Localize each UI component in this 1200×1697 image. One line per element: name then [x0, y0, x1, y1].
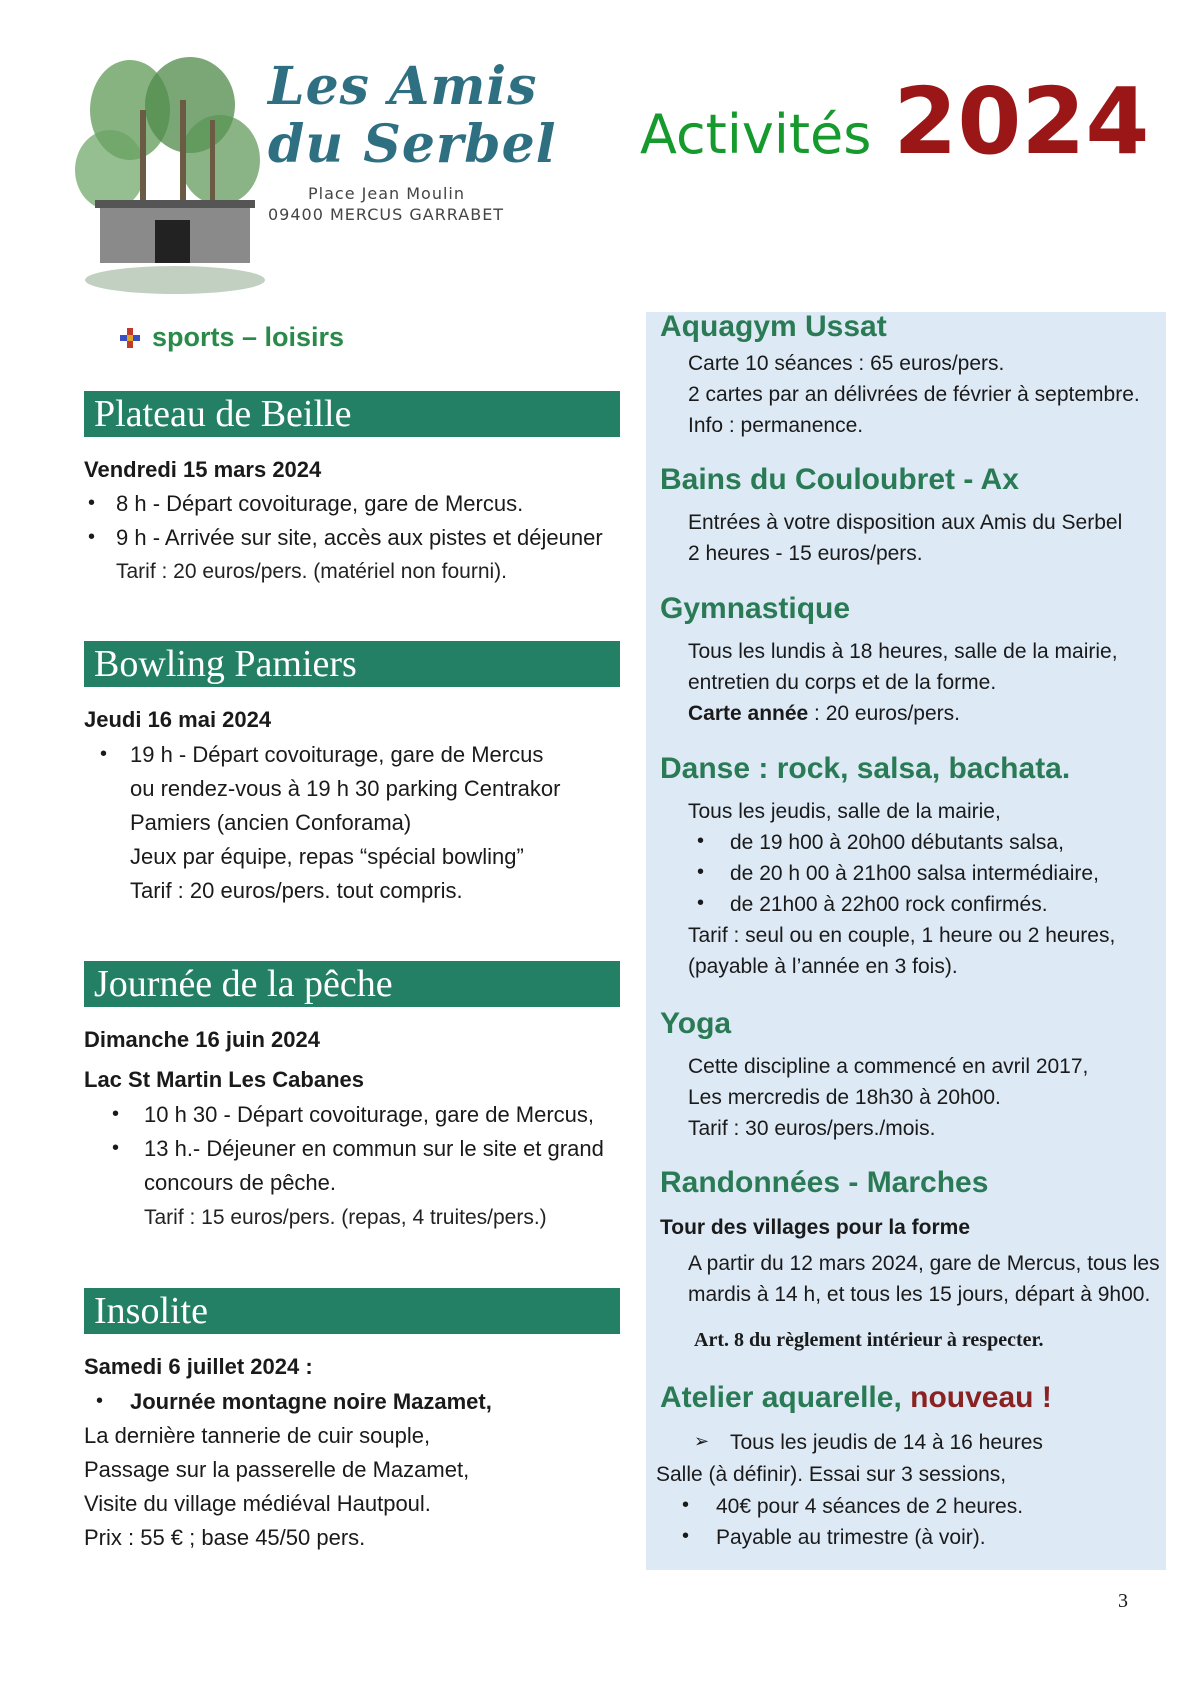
- cross-icon: [118, 326, 142, 350]
- aquarelle-item-2: 40€ pour 4 séances de 2 heures.: [716, 1495, 1024, 1518]
- danse-tarif-2: (payable à l’année en 3 fois).: [688, 955, 958, 978]
- gym-line-1: Tous les lundis à 18 heures, salle de la mairie,: [688, 640, 1118, 663]
- yoga-line-3: Tarif : 30 euros/pers./mois.: [688, 1117, 936, 1140]
- aquarelle-title-text: Atelier aquarelle,: [660, 1381, 902, 1414]
- danse-tarif-1: Tarif : seul ou en couple, 1 heure ou 2 heures,: [688, 924, 1116, 947]
- bullet: •: [112, 1103, 120, 1125]
- section-header-bowling: Bowling Pamiers: [84, 641, 620, 687]
- rando-rule: Art. 8 du règlement intérieur à respecter.: [694, 1329, 1044, 1351]
- page-number: 3: [1118, 1590, 1128, 1612]
- peche-date: Dimanche 16 juin 2024: [84, 1027, 320, 1052]
- bullet: •: [697, 892, 705, 914]
- danse-item-2: de 20 h 00 à 21h00 salsa intermédiaire,: [730, 862, 1099, 885]
- bullet: •: [697, 830, 705, 852]
- bowling-line-4: Jeux par équipe, repas “spécial bowling”: [130, 844, 524, 869]
- bullet: •: [112, 1137, 120, 1159]
- danse-item-1: de 19 h00 à 20h00 débutants salsa,: [730, 831, 1064, 854]
- peche-item-2-cont: concours de pêche.: [144, 1170, 337, 1195]
- danse-intro: Tous les jeudis, salle de la mairie,: [688, 800, 1001, 823]
- peche-tarif: Tarif : 15 euros/pers. (repas, 4 truites/pers.): [144, 1206, 547, 1229]
- bullet: •: [682, 1494, 690, 1516]
- title-year: 2024: [893, 68, 1150, 175]
- bullet: •: [88, 492, 96, 514]
- insolite-line-2: Passage sur la passerelle de Mazamet,: [84, 1457, 470, 1482]
- insolite-highlight: Journée montagne noire Mazamet,: [130, 1389, 492, 1414]
- aquarelle-item-1: Tous les jeudis de 14 à 16 heures: [730, 1431, 1043, 1454]
- category-text: sports – loisirs: [152, 322, 345, 352]
- bullet: •: [88, 526, 96, 548]
- plateau-tarif: Tarif : 20 euros/pers. (matériel non fourni).: [116, 560, 508, 583]
- rando-title: Randonnées - Marches: [660, 1166, 989, 1199]
- logo-title-line2: du Serbel: [268, 114, 557, 175]
- arrow-icon: ➢: [694, 1431, 710, 1451]
- insolite-line-1: La dernière tannerie de cuir souple,: [84, 1423, 431, 1448]
- bains-title: Bains du Couloubret - Ax: [660, 463, 1019, 496]
- section-header-insolite: Insolite: [84, 1288, 620, 1334]
- yoga-line-2: Les mercredis de 18h30 à 20h00.: [688, 1086, 1001, 1109]
- yoga-line-1: Cette discipline a commencé en avril 2017,: [688, 1055, 1089, 1078]
- insolite-line-3: Visite du village médiéval Hautpoul.: [84, 1491, 431, 1516]
- aquarelle-title: [660, 1381, 1052, 1415]
- bullet: •: [697, 861, 705, 883]
- peche-place: Lac St Martin Les Cabanes: [84, 1067, 364, 1092]
- gym-carte-label: Carte année: [688, 702, 809, 725]
- plateau-item-1: 8 h - Départ covoiturage, gare de Mercus.: [116, 491, 524, 516]
- rando-subtitle: Tour des villages pour la forme: [660, 1216, 971, 1239]
- logo-illustration: [70, 50, 280, 310]
- plateau-item-2: 9 h - Arrivée sur site, accès aux pistes et déjeuner: [116, 525, 603, 550]
- danse-title: Danse : rock, salsa, bachata.: [660, 752, 1071, 785]
- logo-title-line1: Les Amis: [268, 56, 538, 117]
- section-header-peche: Journée de la pêche: [84, 961, 620, 1007]
- section-header-plateau: Plateau de Beille: [84, 391, 620, 437]
- aquagym-line-2: 2 cartes par an délivrées de février à septembre.: [688, 383, 1140, 406]
- gym-line-2: entretien du corps et de la forme.: [688, 671, 997, 694]
- insolite-line-4: Prix : 55 € ; base 45/50 pers.: [84, 1525, 366, 1550]
- bowling-line-2: ou rendez-vous à 19 h 30 parking Centrakor: [130, 776, 561, 801]
- bains-line-1: Entrées à votre disposition aux Amis du Serbel: [688, 511, 1123, 534]
- aquagym-line-3: Info : permanence.: [688, 414, 864, 437]
- bains-line-2: 2 heures - 15 euros/pers.: [688, 542, 923, 565]
- logo-title: [268, 58, 557, 174]
- bullet: •: [682, 1525, 690, 1547]
- gym-carte-value: : 20 euros/pers.: [808, 702, 960, 725]
- danse-item-3: de 21h00 à 22h00 rock confirmés.: [730, 893, 1048, 916]
- plateau-date: Vendredi 15 mars 2024: [84, 457, 322, 482]
- address-line1: Place Jean Moulin: [308, 184, 465, 203]
- page-title: [640, 68, 1149, 175]
- rando-line-1: A partir du 12 mars 2024, gare de Mercus, tous les: [688, 1252, 1160, 1275]
- rando-line-2: mardis à 14 h, et tous les 15 jours, départ à 9h00.: [688, 1283, 1151, 1306]
- address-line2: 09400 MERCUS GARRABET: [268, 205, 505, 224]
- gym-title: Gymnastique: [660, 592, 851, 625]
- aquarelle-item-3: Payable au trimestre (à voir).: [716, 1526, 986, 1549]
- logo-address: [268, 183, 504, 225]
- title-word: Activités: [640, 103, 872, 166]
- yoga-title: Yoga: [660, 1007, 732, 1040]
- aquagym-line-1: Carte 10 séances : 65 euros/pers.: [688, 352, 1005, 375]
- bowling-line-1: 19 h - Départ covoiturage, gare de Mercus: [130, 742, 544, 767]
- aquarelle-new: nouveau !: [910, 1381, 1052, 1414]
- bowling-line-3: Pamiers (ancien Conforama): [130, 810, 412, 835]
- insolite-date: Samedi 6 juillet 2024 :: [84, 1354, 313, 1379]
- aquarelle-line: Salle (à définir). Essai sur 3 sessions,: [656, 1463, 1007, 1486]
- gym-carte: [688, 698, 960, 729]
- peche-item-2: 13 h.- Déjeuner en commun sur le site et grand: [144, 1136, 604, 1161]
- bowling-date: Jeudi 16 mai 2024: [84, 707, 272, 732]
- peche-item-1: 10 h 30 - Départ covoiturage, gare de Mercus,: [144, 1102, 595, 1127]
- category-label: [118, 322, 344, 353]
- bullet: •: [96, 1390, 104, 1412]
- bullet: •: [100, 743, 108, 765]
- aquagym-title: Aquagym Ussat: [660, 310, 887, 343]
- bowling-line-5: Tarif : 20 euros/pers. tout compris.: [130, 878, 463, 903]
